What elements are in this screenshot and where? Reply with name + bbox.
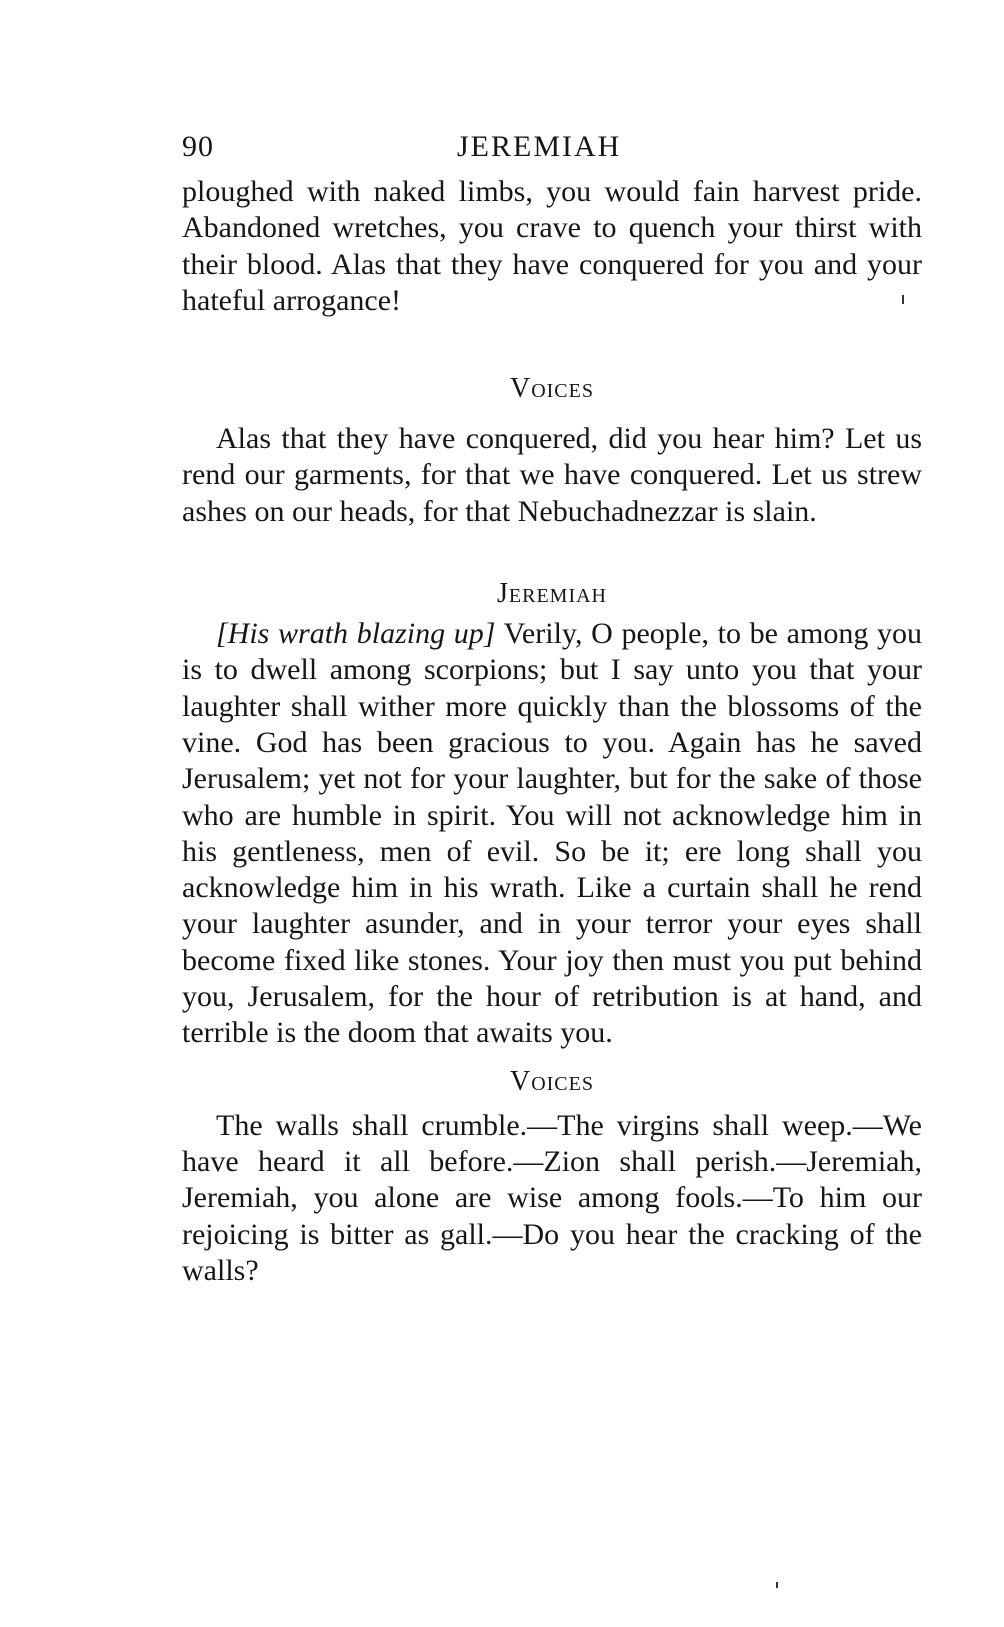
paragraph-continued: ploughed with naked limbs, you would fain harvest pride. Abandoned wretches, you crave to quench your thirst with their blood. Alas that they have conquered for you and your hateful arrogance! [182, 175, 922, 317]
speaker-heading-voices-2: Voices [509, 1065, 594, 1097]
page-number: 90 [182, 130, 214, 163]
speaker-heading-voices: Voices [509, 373, 594, 405]
paragraph-jeremiah [182, 616, 922, 1052]
speaker-heading-jeremiah: Jeremiah [497, 578, 607, 610]
paragraph-voices-2: The walls shall crumble.—The virgins shall weep.—We have heard it all before.—Zion shall perish.—Jeremiah, Jeremiah, you alone are wise among fools.—To him our rejoicing is bitter as gall.—Do you hear the cracking of the walls? [182, 1108, 922, 1287]
jeremiah-speech: Verily, O people, to be among you is to dwell among scorpions; but I say unto you that your laughter shall wither more quickly than the blossoms of the vine. God has been gracious to you. Again has he saved Jerusalem; yet not for your laughter, but for the sake of those who are humble in spirit. You will not acknowledge him in his gentleness, men of evil. So be it; ere long shall you acknowledge him in his wrath. Like a curtain shall he rend your laughter asunder, and in your terror your eyes shall become fixed like stones. Your joy then must you put behind you, Jerusalem, for the hour of retribution is at hand, and terrible is the doom that awaits you. [182, 617, 923, 1050]
stage-direction: [His wrath blazing up] [216, 617, 496, 651]
book-page [182, 130, 922, 1289]
stray-ink-mark [776, 1582, 778, 1588]
paragraph-voices-1: Alas that they have conquered, did you hear him? Let us rend our garments, for that we have conquered. Let us strew ashes on our heads, for that Nebuchadnezzar is slain. [182, 422, 922, 528]
running-title: JEREMIAH [457, 130, 622, 163]
running-head [182, 130, 922, 174]
